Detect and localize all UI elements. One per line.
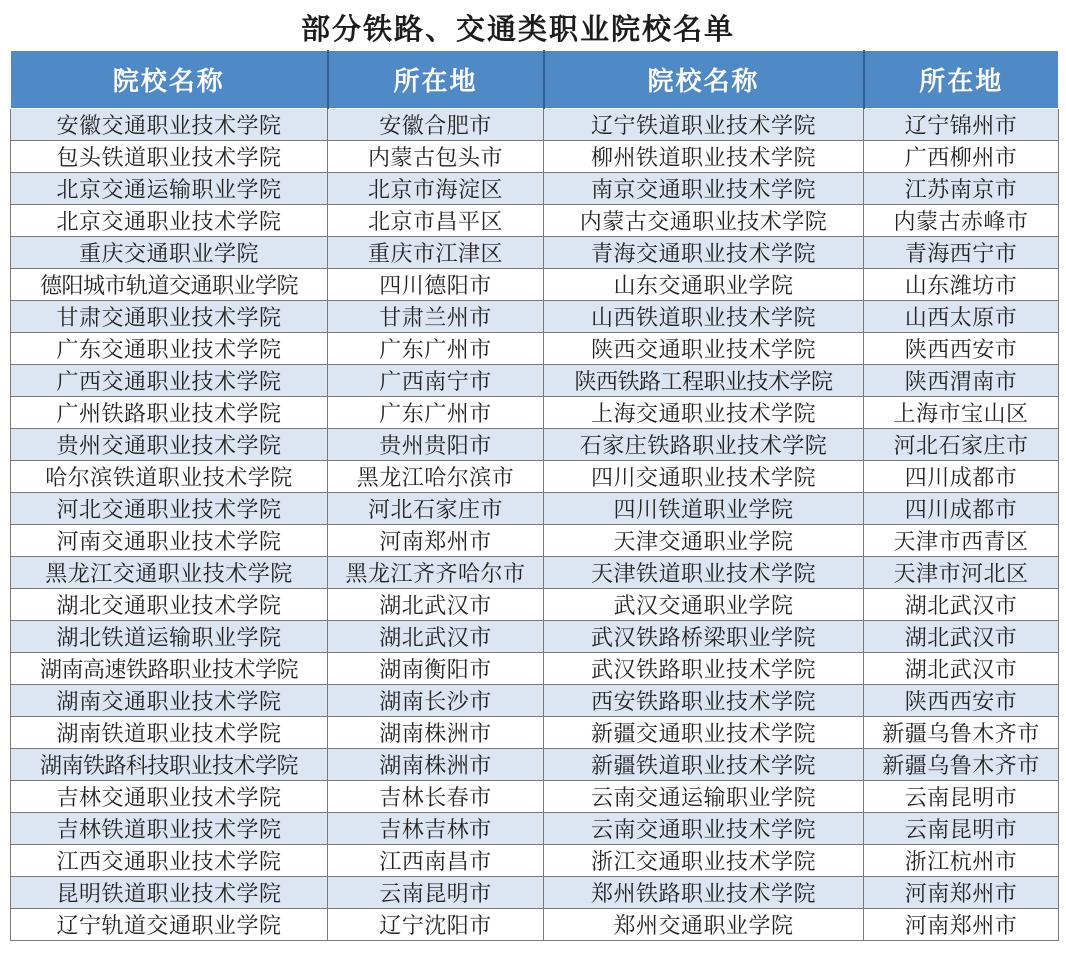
school-name-cell: 广东交通职业技术学院 — [11, 333, 328, 365]
location-cell: 安徽合肥市 — [328, 109, 544, 141]
location-cell: 河南郑州市 — [864, 909, 1059, 941]
school-name-cell: 安徽交通职业技术学院 — [11, 109, 328, 141]
location-cell: 内蒙古包头市 — [328, 141, 544, 173]
location-cell: 江西南昌市 — [328, 845, 544, 877]
location-cell: 内蒙古赤峰市 — [864, 205, 1059, 237]
table-row — [11, 781, 1059, 813]
school-name-cell: 郑州铁路职业技术学院 — [544, 877, 864, 909]
school-name-cell: 黑龙江交通职业技术学院 — [11, 557, 328, 589]
school-name-cell: 湖南铁道职业技术学院 — [11, 717, 328, 749]
table-row — [11, 685, 1059, 717]
location-cell: 广西南宁市 — [328, 365, 544, 397]
page-title: 部分铁路、交通类职业院校名单 — [300, 12, 735, 46]
table-row — [11, 397, 1059, 429]
location-cell: 陕西西安市 — [864, 333, 1059, 365]
location-cell: 黑龙江哈尔滨市 — [328, 461, 544, 493]
header-location-right: 所在地 — [864, 51, 1059, 109]
table-row — [11, 621, 1059, 653]
location-cell: 贵州贵阳市 — [328, 429, 544, 461]
table-row — [11, 589, 1059, 621]
school-name-cell: 湖北铁道运输职业学院 — [11, 621, 328, 653]
location-cell: 甘肃兰州市 — [328, 301, 544, 333]
location-cell: 河南郑州市 — [864, 877, 1059, 909]
table-row — [11, 173, 1059, 205]
school-name-cell: 武汉交通职业学院 — [544, 589, 864, 621]
location-cell: 山东潍坊市 — [864, 269, 1059, 301]
school-name-cell: 湖南高速铁路职业技术学院 — [11, 653, 328, 685]
location-cell: 北京市昌平区 — [328, 205, 544, 237]
school-name-cell: 江西交通职业技术学院 — [11, 845, 328, 877]
school-name-cell: 内蒙古交通职业技术学院 — [544, 205, 864, 237]
location-cell: 四川成都市 — [864, 461, 1059, 493]
school-name-cell: 四川铁道职业学院 — [544, 493, 864, 525]
school-name-cell: 浙江交通职业技术学院 — [544, 845, 864, 877]
location-cell: 云南昆明市 — [864, 781, 1059, 813]
school-name-cell: 青海交通职业技术学院 — [544, 237, 864, 269]
school-name-cell: 郑州交通职业学院 — [544, 909, 864, 941]
school-name-cell: 甘肃交通职业技术学院 — [11, 301, 328, 333]
location-cell: 河北石家庄市 — [864, 429, 1059, 461]
school-name-cell: 辽宁铁道职业技术学院 — [544, 109, 864, 141]
school-name-cell: 武汉铁路桥梁职业学院 — [544, 621, 864, 653]
location-cell: 湖南衡阳市 — [328, 653, 544, 685]
school-name-cell: 昆明铁道职业技术学院 — [11, 877, 328, 909]
school-name-cell: 石家庄铁路职业技术学院 — [544, 429, 864, 461]
table-row — [11, 653, 1059, 685]
school-name-cell: 重庆交通职业学院 — [11, 237, 328, 269]
header-row — [11, 51, 1059, 109]
location-cell: 陕西西安市 — [864, 685, 1059, 717]
table-row — [11, 845, 1059, 877]
location-cell: 湖北武汉市 — [328, 589, 544, 621]
school-name-cell: 云南交通运输职业学院 — [544, 781, 864, 813]
header-location-left: 所在地 — [328, 51, 544, 109]
school-name-cell: 河北交通职业技术学院 — [11, 493, 328, 525]
location-cell: 辽宁锦州市 — [864, 109, 1059, 141]
table-row — [11, 333, 1059, 365]
school-name-cell: 山西铁道职业技术学院 — [544, 301, 864, 333]
header-school-name-left: 院校名称 — [11, 51, 328, 109]
table-row — [11, 717, 1059, 749]
location-cell: 湖北武汉市 — [864, 653, 1059, 685]
school-name-cell: 辽宁轨道交通职业学院 — [11, 909, 328, 941]
location-cell: 湖北武汉市 — [864, 621, 1059, 653]
table-row — [11, 909, 1059, 941]
location-cell: 河北石家庄市 — [328, 493, 544, 525]
school-name-cell: 河南交通职业技术学院 — [11, 525, 328, 557]
table-row — [11, 365, 1059, 397]
table-row — [11, 813, 1059, 845]
school-name-cell: 哈尔滨铁道职业技术学院 — [11, 461, 328, 493]
table-row — [11, 749, 1059, 781]
school-name-cell: 吉林铁道职业技术学院 — [11, 813, 328, 845]
location-cell: 湖南株洲市 — [328, 749, 544, 781]
location-cell: 湖南长沙市 — [328, 685, 544, 717]
school-name-cell: 陕西铁路工程职业技术学院 — [544, 365, 864, 397]
location-cell: 四川成都市 — [864, 493, 1059, 525]
location-cell: 北京市海淀区 — [328, 173, 544, 205]
location-cell: 广西柳州市 — [864, 141, 1059, 173]
table-row — [11, 461, 1059, 493]
table-row — [11, 301, 1059, 333]
school-name-cell: 南京交通职业技术学院 — [544, 173, 864, 205]
school-table — [10, 50, 1059, 941]
school-name-cell: 广西交通职业技术学院 — [11, 365, 328, 397]
table-row — [11, 493, 1059, 525]
school-name-cell: 武汉铁路职业技术学院 — [544, 653, 864, 685]
table-row — [11, 429, 1059, 461]
school-name-cell: 广州铁路职业技术学院 — [11, 397, 328, 429]
location-cell: 广东广州市 — [328, 397, 544, 429]
location-cell: 天津市西青区 — [864, 525, 1059, 557]
school-name-cell: 上海交通职业技术学院 — [544, 397, 864, 429]
school-name-cell: 云南交通职业技术学院 — [544, 813, 864, 845]
location-cell: 青海西宁市 — [864, 237, 1059, 269]
school-name-cell: 天津铁道职业技术学院 — [544, 557, 864, 589]
school-name-cell: 山东交通职业学院 — [544, 269, 864, 301]
location-cell: 辽宁沈阳市 — [328, 909, 544, 941]
school-name-cell: 包头铁道职业技术学院 — [11, 141, 328, 173]
school-name-cell: 贵州交通职业技术学院 — [11, 429, 328, 461]
location-cell: 广东广州市 — [328, 333, 544, 365]
school-name-cell: 新疆交通职业技术学院 — [544, 717, 864, 749]
school-name-cell: 北京交通运输职业学院 — [11, 173, 328, 205]
table-row — [11, 269, 1059, 301]
location-cell: 吉林吉林市 — [328, 813, 544, 845]
school-name-cell: 北京交通职业技术学院 — [11, 205, 328, 237]
location-cell: 湖南株洲市 — [328, 717, 544, 749]
school-name-cell: 西安铁路职业技术学院 — [544, 685, 864, 717]
school-name-cell: 德阳城市轨道交通职业学院 — [11, 269, 328, 301]
school-name-cell: 吉林交通职业技术学院 — [11, 781, 328, 813]
location-cell: 浙江杭州市 — [864, 845, 1059, 877]
school-name-cell: 湖南铁路科技职业技术学院 — [11, 749, 328, 781]
school-name-cell: 陕西交通职业技术学院 — [544, 333, 864, 365]
school-name-cell: 湖北交通职业技术学院 — [11, 589, 328, 621]
table-row — [11, 525, 1059, 557]
table-row — [11, 205, 1059, 237]
table-row — [11, 141, 1059, 173]
location-cell: 新疆乌鲁木齐市 — [864, 717, 1059, 749]
location-cell: 上海市宝山区 — [864, 397, 1059, 429]
table-row — [11, 237, 1059, 269]
location-cell: 云南昆明市 — [328, 877, 544, 909]
school-name-cell: 柳州铁道职业技术学院 — [544, 141, 864, 173]
table-row — [11, 109, 1059, 141]
location-cell: 陕西渭南市 — [864, 365, 1059, 397]
school-name-cell: 湖南交通职业技术学院 — [11, 685, 328, 717]
location-cell: 湖北武汉市 — [864, 589, 1059, 621]
location-cell: 湖北武汉市 — [328, 621, 544, 653]
school-name-cell: 四川交通职业技术学院 — [544, 461, 864, 493]
location-cell: 河南郑州市 — [328, 525, 544, 557]
header-school-name-right: 院校名称 — [544, 51, 864, 109]
school-name-cell: 新疆铁道职业技术学院 — [544, 749, 864, 781]
location-cell: 新疆乌鲁木齐市 — [864, 749, 1059, 781]
table-row — [11, 877, 1059, 909]
location-cell: 吉林长春市 — [328, 781, 544, 813]
location-cell: 黑龙江齐齐哈尔市 — [328, 557, 544, 589]
location-cell: 江苏南京市 — [864, 173, 1059, 205]
location-cell: 云南昆明市 — [864, 813, 1059, 845]
location-cell: 重庆市江津区 — [328, 237, 544, 269]
table-row — [11, 557, 1059, 589]
location-cell: 天津市河北区 — [864, 557, 1059, 589]
school-name-cell: 天津交通职业学院 — [544, 525, 864, 557]
location-cell: 四川德阳市 — [328, 269, 544, 301]
location-cell: 山西太原市 — [864, 301, 1059, 333]
